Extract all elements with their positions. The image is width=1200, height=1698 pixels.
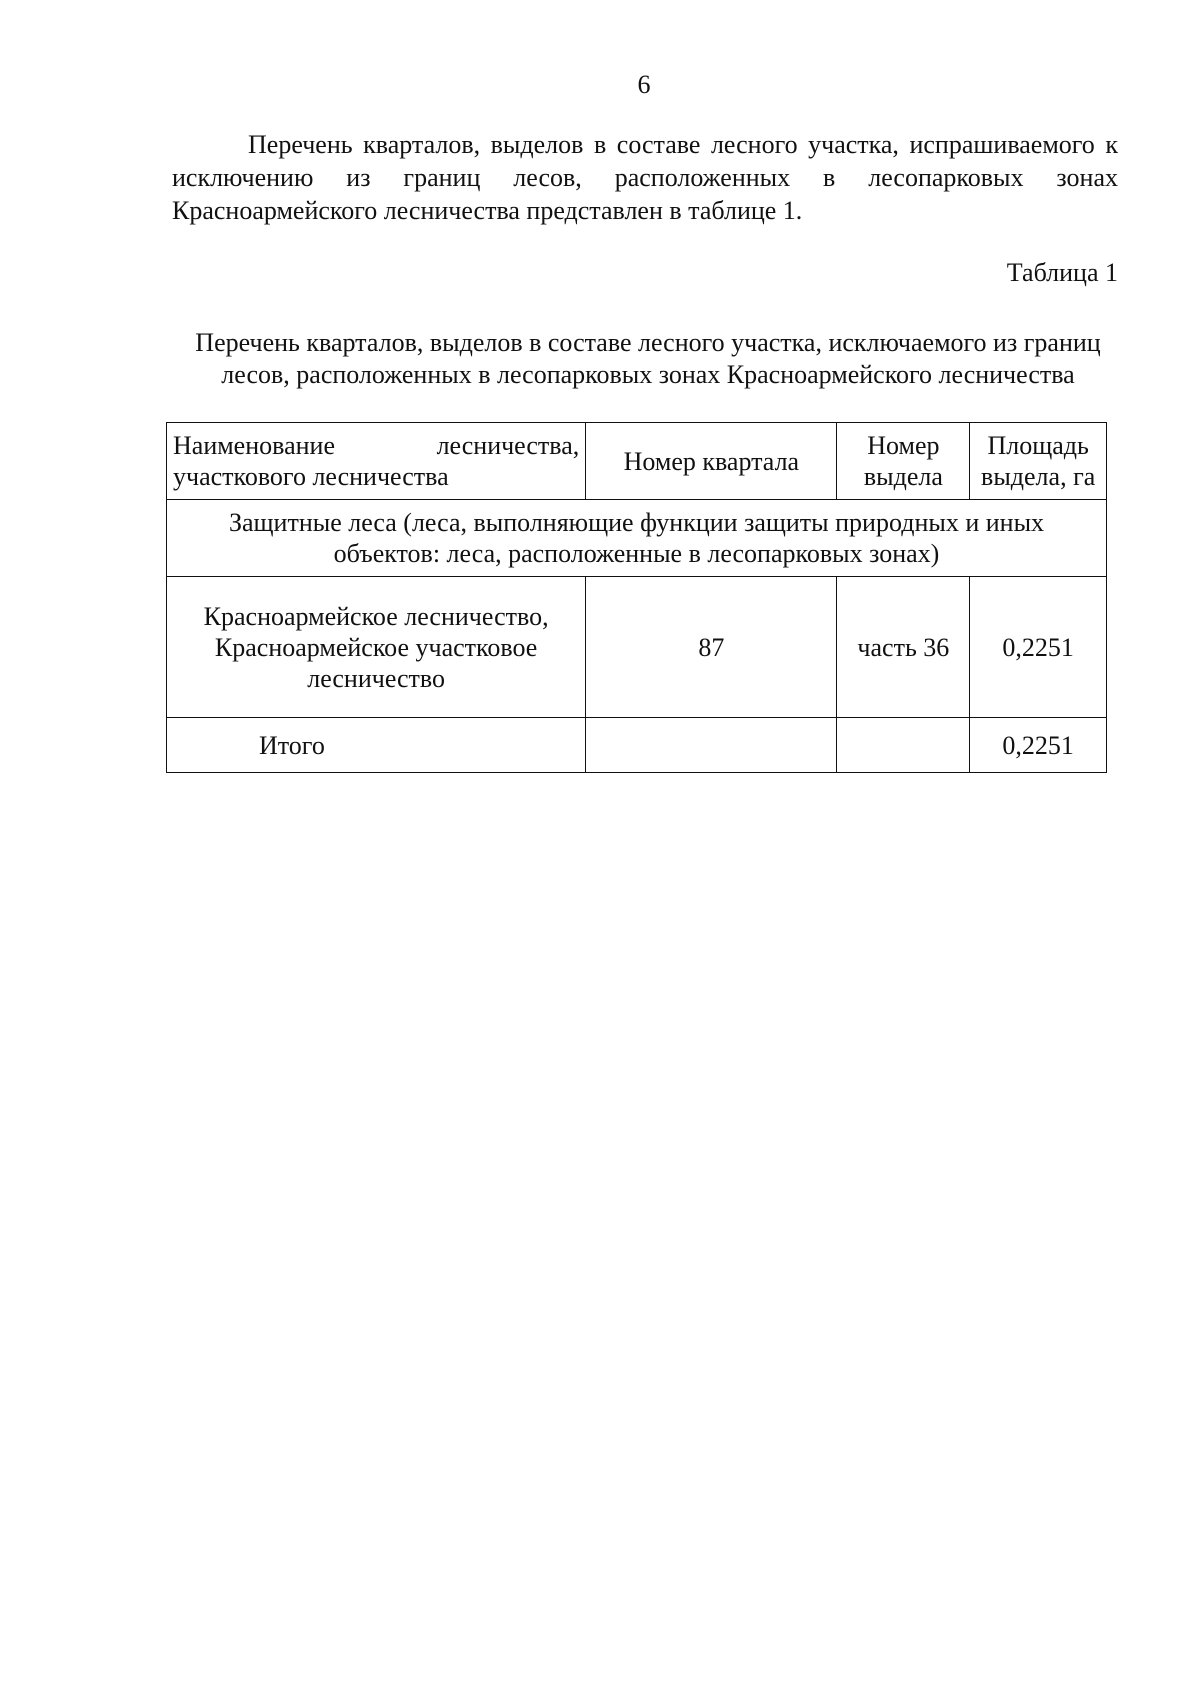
intro-paragraph: Перечень кварталов, выделов в составе лесного участка, испрашиваемого к исключению из границ лесов, расположенных в лесопарковых зонах Красноармейского лесничества представлен в таблице 1. — [172, 130, 1118, 225]
row-vydel-cell: часть 36 — [837, 577, 970, 718]
row-kvartal-cell: 87 — [586, 577, 837, 718]
table-header-row — [167, 423, 1107, 500]
forest-table — [166, 422, 1107, 773]
row-area-cell: 0,2251 — [970, 577, 1107, 718]
total-label-cell: Итого — [167, 718, 586, 773]
header-name-cell — [167, 423, 586, 500]
page-number: 6 — [637, 70, 651, 99]
header-area-cell — [970, 423, 1107, 500]
table-section-row — [167, 500, 1107, 577]
table-total-row — [167, 718, 1107, 773]
table-title: Перечень кварталов, выделов в составе лесного участка, исключаемого из границ лесов, расположенных в лесопарковых зонах Красноармейского лесничества — [195, 328, 1101, 389]
row-name-cell: Красноармейское лесничество, Красноармейское участковое лесничество — [167, 577, 586, 718]
table-row — [167, 577, 1107, 718]
header-vydel-line2: выдела — [863, 462, 943, 491]
table-label: Таблица 1 — [1006, 258, 1118, 287]
section-title-cell: Защитные леса (леса, выполняющие функции защиты природных и иных объектов: леса, расположенные в лесопарковых зонах) — [167, 500, 1107, 577]
header-name-line1: Наименование лесничества, — [173, 431, 580, 460]
total-kvartal-cell — [586, 718, 837, 773]
header-vydel-line1: Номер — [867, 431, 940, 460]
total-area-cell: 0,2251 — [970, 718, 1107, 773]
header-name-line2: участкового лесничества — [173, 462, 449, 491]
header-area-line1: Площадь — [987, 431, 1089, 460]
header-vydel-cell — [837, 423, 970, 500]
header-area-line2: выдела, га — [981, 462, 1096, 491]
total-vydel-cell — [837, 718, 970, 773]
header-kvartal-cell: Номер квартала — [586, 423, 837, 500]
